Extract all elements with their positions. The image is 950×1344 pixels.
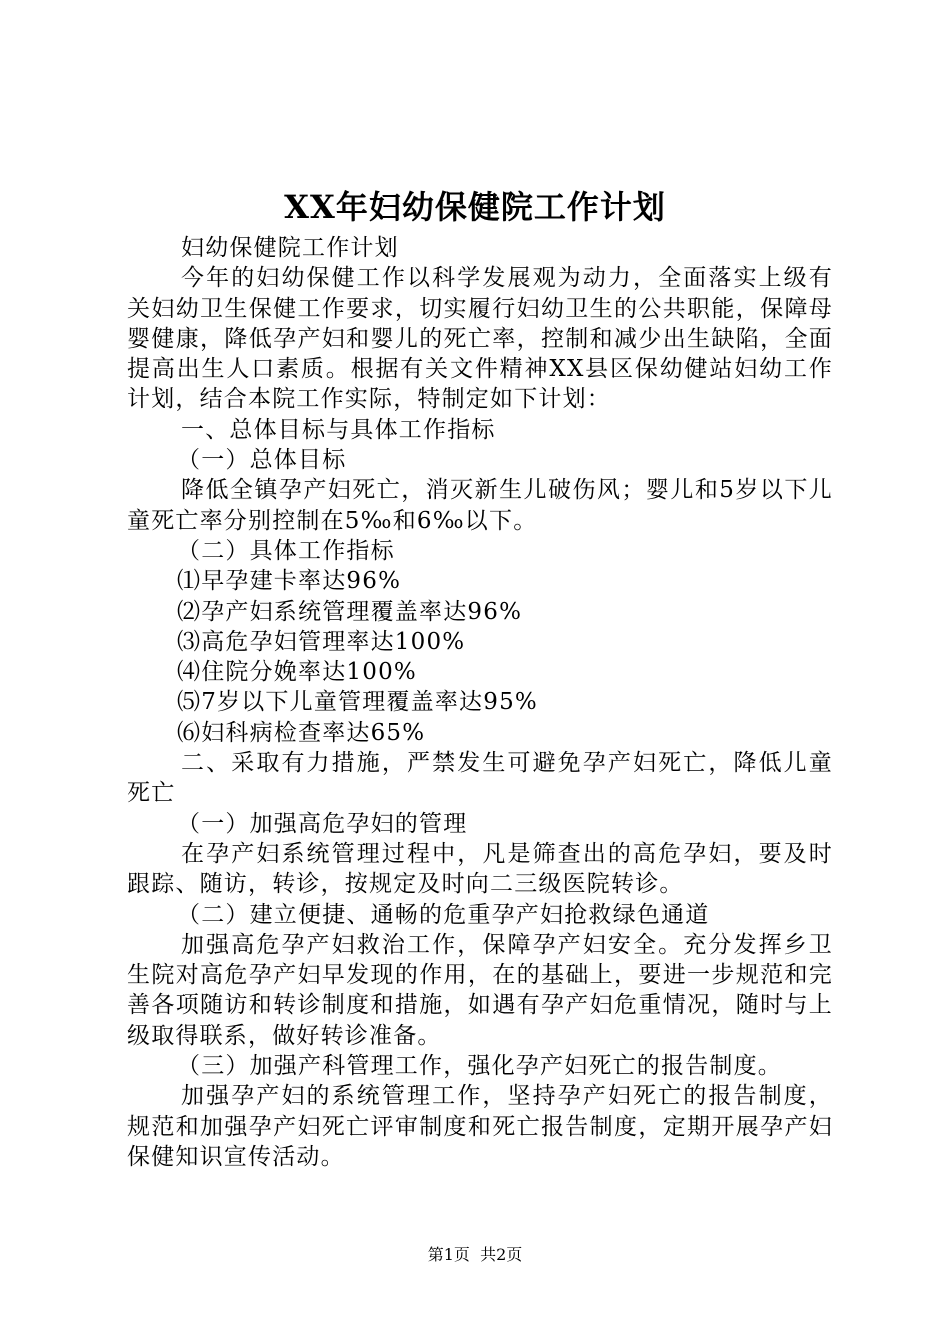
indicator-item-6: ⑹妇科病检查率达65%	[177, 719, 426, 746]
indicator-item-2: ⑵孕产妇系统管理覆盖率达96%	[177, 598, 523, 625]
indicator-item-1: ⑴早孕建卡率达96%	[177, 568, 402, 595]
heading-section-2: 二、采取有力措施，严禁发生可避免孕产妇死亡，降低儿童死亡	[127, 750, 833, 807]
indicator-item-5: ⑸7岁以下儿童管理覆盖率达95%	[177, 689, 538, 716]
indicator-item-4: ⑷住院分娩率达100%	[177, 659, 417, 686]
heading-specific-indicators: （二）具体工作指标	[177, 537, 395, 564]
paragraph-obstetric-management: 加强孕产妇的系统管理工作，坚持孕产妇死亡的报告制度，规范和加强孕产妇死亡评审制度和死亡报告制度，定期开展孕产妇保健知识宣传活动。	[127, 1083, 833, 1170]
document-body	[127, 233, 833, 1172]
paragraph-high-risk: 在孕产妇系统管理过程中，凡是筛查出的高危孕妇，要及时跟踪、随访，转诊，按规定及时向二三级医院转诊。	[127, 840, 833, 898]
heading-high-risk: （一）加强高危孕妇的管理	[177, 810, 468, 837]
indicator-item-3: ⑶高危孕妇管理率达100%	[177, 628, 466, 655]
page-number: 第1页 共2页	[427, 1245, 523, 1264]
paragraph-intro: 今年的妇幼保健工作以科学发展观为动力，全面落实上级有关妇幼卫生保健工作要求，切实履行妇幼卫生的公共职能，保障母婴健康，降低孕产妇和婴儿的死亡率，控制和减少出生缺陷，全面提高出生人口素质。根据有关文件精神XX县区保幼健站妇幼工作计划，结合本院工作实际，特制定如下计划：	[127, 265, 833, 413]
paragraph-subtitle: 妇幼保健院工作计划	[181, 235, 399, 261]
page-footer	[0, 1244, 950, 1266]
document-title: XX年妇幼保健院工作计划	[284, 188, 666, 226]
paragraph-overall-goal: 降低全镇孕产妇死亡，消灭新生儿破伤风；婴儿和5岁以下儿童死亡率分别控制在5‰和6‰以下。	[127, 477, 833, 534]
heading-overall-goal: （一）总体目标	[177, 447, 347, 474]
heading-green-channel: （二）建立便捷、通畅的危重孕产妇抢救绿色通道	[177, 901, 710, 928]
heading-section-1: 一、总体目标与具体工作指标	[181, 416, 496, 443]
paragraph-green-channel: 加强高危孕产妇救治工作，保障孕产妇安全。充分发挥乡卫生院对高危孕产妇早发现的作用，在的基础上，要进一步规范和完善各项随访和转诊制度和措施，如遇有孕产妇危重情况，随时与上级取得联系，做好转诊准备。	[127, 931, 833, 1049]
heading-obstetric-management: （三）加强产科管理工作，强化孕产妇死亡的报告制度。	[177, 1053, 782, 1080]
